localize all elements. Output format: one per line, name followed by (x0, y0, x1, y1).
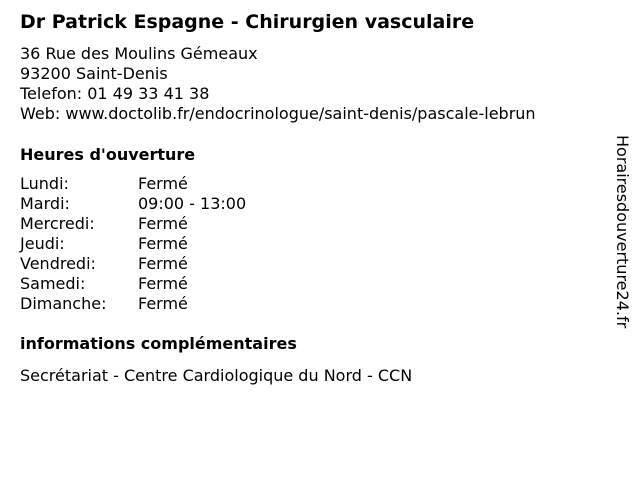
day-label: Jeudi: (20, 234, 65, 253)
phone-number: Telefon: 01 49 33 41 38 (20, 84, 210, 103)
website-link: Web: www.doctolib.fr/endocrinologue/saint-denis/pascale-lebrun (20, 104, 536, 123)
hours-value: 09:00 - 13:00 (138, 194, 247, 213)
hours-value: Fermé (138, 254, 188, 273)
day-label: Lundi: (20, 174, 69, 193)
additional-info-heading: informations complémentaires (20, 334, 297, 353)
address-city: 93200 Saint-Denis (20, 64, 168, 83)
day-label: Vendredi: (20, 254, 96, 273)
page-title: Dr Patrick Espagne - Chirurgien vasculaire (20, 11, 475, 33)
hours-value: Fermé (138, 274, 188, 293)
additional-info-text: Secrétariat - Centre Cardiologique du Nord - CCN (20, 366, 413, 385)
hours-value: Fermé (138, 214, 188, 233)
hours-value: Fermé (138, 234, 188, 253)
day-label: Mercredi: (20, 214, 95, 233)
day-label: Dimanche: (20, 294, 107, 313)
hours-value: Fermé (138, 174, 188, 193)
hours-value: Fermé (138, 294, 188, 313)
day-label: Mardi: (20, 194, 70, 213)
site-watermark: Horairesdouverture24.fr (613, 135, 632, 329)
opening-hours-heading: Heures d'ouverture (20, 145, 196, 164)
day-label: Samedi: (20, 274, 86, 293)
address-street: 36 Rue des Moulins Gémeaux (20, 44, 258, 63)
